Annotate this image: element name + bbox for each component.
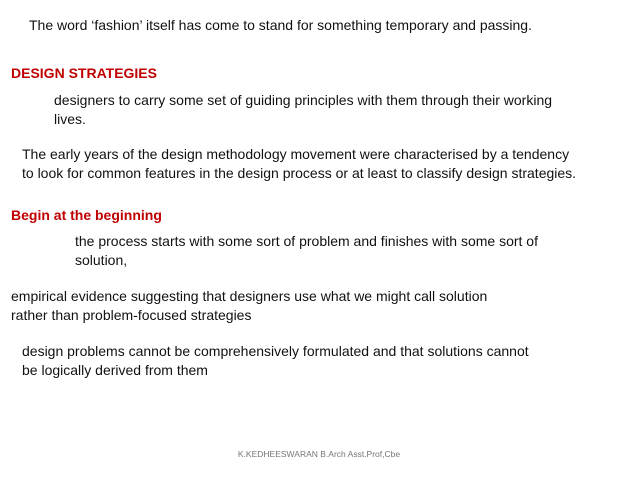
evidence-text-line-1: empirical evidence suggesting that designers use what we might call solution bbox=[11, 288, 488, 304]
process-text-line-1: the process starts with some sort of problem and finishes with some sort of bbox=[75, 233, 538, 249]
principles-text-line-1: designers to carry some set of guiding principles with them through their working bbox=[54, 92, 553, 108]
principles-text-line-2: lives. bbox=[54, 111, 86, 127]
problems-text-line-2: be logically derived from them bbox=[22, 362, 208, 378]
heading-design-strategies: DESIGN STRATEGIES bbox=[11, 65, 157, 81]
heading-begin-at-the-beginning: Begin at the beginning bbox=[11, 207, 162, 223]
intro-text: The word ‘fashion’ itself has come to stand for something temporary and passing. bbox=[29, 17, 532, 33]
process-text-line-2: solution, bbox=[75, 252, 128, 268]
early-years-text-line-1: The early years of the design methodology movement were characterised by a tendency bbox=[22, 146, 570, 162]
problems-text-line-1: design problems cannot be comprehensively formulated and that solutions cannot bbox=[22, 343, 529, 359]
evidence-text-line-2: rather than problem-focused strategies bbox=[11, 307, 252, 323]
early-years-text-line-2: to look for common features in the design process or at least to classify design strategies. bbox=[22, 165, 577, 181]
footer-credit: K.KEDHEESWARAN B.Arch Asst.Prof,Cbe bbox=[237, 449, 401, 459]
